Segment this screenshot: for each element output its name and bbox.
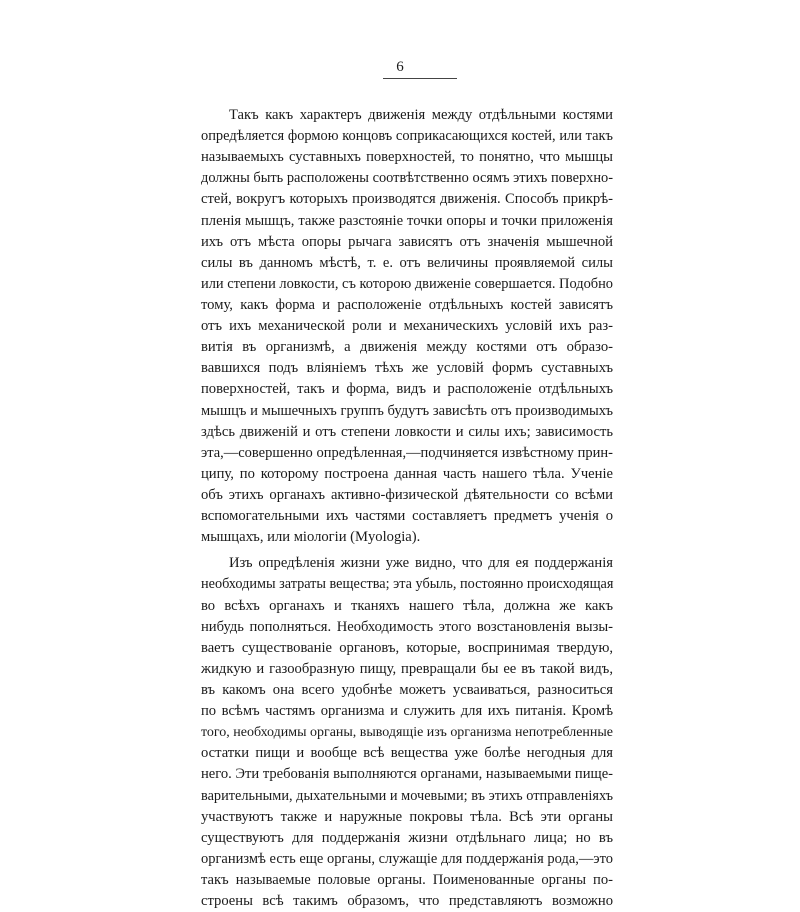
- text-line: или степени ловкости, съ которою движеніе совершается. Подобно: [201, 275, 614, 292]
- text-line: называемыхъ суставныхъ поверхностей, то понятно, что мышцы: [201, 149, 613, 166]
- text-line: ципу, по которому построена данная часть нашего тѣла. Ученіе: [201, 465, 613, 482]
- paragraph-2: [201, 553, 613, 912]
- page-number-rule: [383, 78, 457, 79]
- text-line: силы въ данномъ мѣстѣ, т. е. отъ величины проявляемой силы: [201, 254, 613, 271]
- text-line: ваетъ существованіе органовъ, которые, воспринимая твердую,: [201, 639, 613, 656]
- text-line: мышцахъ, или міологіи (Myologia).: [201, 529, 421, 546]
- text-line: во всѣхъ органахъ и тканяхъ нашего тѣла, должна же какъ: [201, 597, 613, 614]
- body-text: [201, 105, 613, 912]
- text-line: здѣсь движеній и отъ степени ловкости и силы ихъ; зависимость: [201, 423, 613, 440]
- text-line: мышцъ и мышечныхъ группъ будутъ зависѣть отъ производимыхъ: [201, 402, 613, 419]
- text-line: строены всѣ такимъ образомъ, что представляютъ возможно: [201, 893, 613, 910]
- text-line: должны быть расположены соотвѣтственно осямъ этихъ поверхно-: [201, 170, 613, 187]
- text-line: него. Эти требованія выполняются органами, называемыми пище-: [201, 766, 613, 783]
- text-line: такъ называемые половые органы. Поименованные органы по-: [201, 871, 613, 888]
- text-line: существуютъ для поддержанія жизни отдѣльнаго лица; но въ: [201, 829, 613, 846]
- text-line: отъ ихъ механической роли и механическихъ условій ихъ раз-: [201, 318, 613, 335]
- text-line: пленія мышцъ, также разстояніе точки опоры и точки приложенія: [201, 212, 613, 229]
- text-line: поверхностей, такъ и форма, видъ и расположеніе отдѣльныхъ: [201, 381, 613, 398]
- text-line: ихъ отъ мѣста опоры рычага зависятъ отъ значенія мышечной: [201, 233, 613, 250]
- text-line: эта,—совершенно опредѣленная,—подчиняется извѣстному прин-: [201, 444, 613, 461]
- text-line: организмѣ есть еще органы, служащіе для поддержанія рода,—это: [201, 850, 613, 867]
- text-line: тому, какъ форма и расположеніе отдѣльныхъ костей зависятъ: [201, 296, 613, 313]
- text-line: объ этихъ органахъ активно-физической дѣятельности со всѣми: [201, 486, 613, 503]
- text-line: того, необходимы органы, выводящіе изъ организма непотребленные: [201, 725, 613, 741]
- text-line: опредѣляется формою концовъ соприкасающихся костей, или такъ: [201, 128, 613, 145]
- text-line: жидкую и газообразную пищу, превращали бы ее въ такой видъ,: [201, 660, 613, 677]
- text-line: въ какомъ она всего удобнѣе можетъ усваиваться, разноситься: [201, 681, 613, 698]
- text-line: участвуютъ также и наружные покровы тѣла. Всѣ эти органы: [201, 808, 613, 825]
- text-line: по всѣмъ частямъ организма и служить для ихъ питанія. Кромѣ: [201, 703, 613, 720]
- text-line: необходимы затраты вещества; эта убыль, постоянно происходящая: [201, 576, 614, 593]
- text-line: вавшихся подъ вліяніемъ тѣхъ же условій формъ суставныхъ: [201, 360, 613, 377]
- page-number: 6: [396, 59, 404, 75]
- text-line: витія въ организмѣ, а движенія между костями отъ образо-: [201, 339, 613, 356]
- text-line: нибудь пополняться. Необходимость этого возстановленія вызы-: [201, 618, 613, 635]
- text-line: остатки пищи и вообще всѣ вещества уже болѣе негодныя для: [201, 745, 613, 762]
- text-line: вспомогательными ихъ частями составляетъ предметъ ученія о: [201, 508, 613, 525]
- paragraph-1: [201, 105, 613, 548]
- text-line: Изъ опредѣленія жизни уже видно, что для ея поддержанія: [229, 555, 613, 572]
- text-line: варительными, дыхательными и мочевыми; въ этихъ отправленіяхъ: [201, 787, 613, 804]
- text-line: Такъ какъ характеръ движенія между отдѣльными костями: [229, 107, 613, 123]
- text-line: стей, вокругъ которыхъ производятся движенія. Способъ прикрѣ-: [201, 191, 613, 208]
